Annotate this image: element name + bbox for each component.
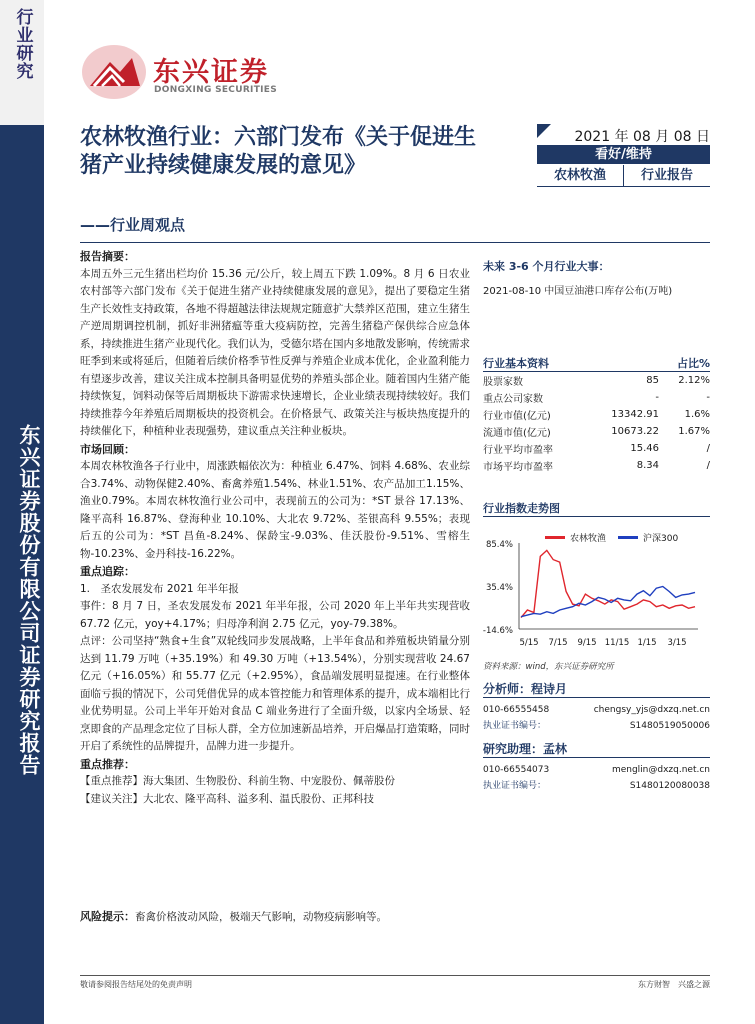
tag-industry: 农林牧渔: [553, 168, 606, 183]
tag-row: [537, 165, 710, 187]
stats-table: [483, 372, 710, 474]
table-row: [483, 457, 710, 474]
x-tick-label: 11/15: [604, 638, 630, 648]
title-divider: [80, 242, 710, 243]
stat-pct: 1.6%: [684, 409, 710, 420]
tracking-event: 事件：8 月 7 日，圣农发展发布 2021 年半年报，公司 2020 年上半年共实现营收 67.72 亿元，yoy+4.17%；归母净利润 2.75 亿元，yoy-79.38%。: [80, 600, 470, 630]
stats-heading: 行业基本资料: [483, 357, 549, 370]
analyst-2-license-row: [483, 778, 710, 794]
x-tick-label: 1/15: [637, 638, 657, 648]
stats-panel: [483, 355, 710, 474]
events-heading: 未来 3-6 个月行业大事：: [483, 260, 610, 273]
x-tick-label: 3/15: [667, 638, 687, 648]
analyst-1-license: S1480519050006: [629, 721, 710, 731]
tracking-heading: 重点追踪：: [80, 565, 135, 578]
table-row: [483, 389, 710, 406]
chart-source: 资料来源：wind，东兴证券研究所: [483, 662, 614, 672]
sidebar-category: 行业研究: [0, 0, 44, 125]
stat-label: 流通市值(亿元): [483, 428, 551, 439]
tracking-comment: 点评：公司坚持“熟食+生食”双轮线同步发展战略，上半年食品和养殖板块销量分别达到 11.79 万吨（+35.19%）和 49.30 万吨（+13.54%），分别实现营收 24.67 亿元（+16.05%）和 55.77 亿元（+2.95%），食品端发展明显提速。在行业整体面临亏损的情况下，公司凭借优异的成本管控能力和管理体系的提升，成本端相比行业优势明显。公司上半年开始对食品 C 端业务进行了全面升级，以家内全场景、轻烹即食的产品理念定位了目标人群，全方位加速新品培养，开启爆品打造策略，同时开启了系统性的品牌提升，品牌力进一步提升。: [80, 635, 470, 752]
stat-label: 行业平均市盈率: [483, 445, 553, 456]
footer-slogan: 东方财智 兴盛之源: [638, 980, 710, 989]
risk-note: [80, 908, 470, 924]
events-item: 2021-08-10 中国豆油港口库存公布(万吨): [483, 286, 673, 297]
market-text: 本周农林牧渔各子行业中，周涨跌幅依次为：种植业 6.47%、饲料 4.68%、农业综合3.74%、动物保健2.40%、畜禽养殖1.54%、林业1.51%、农产品加工1.15%、渔业0.79%。本周农林牧渔行业公司中，表现前五的公司为：*ST 景谷 17.13%、隆平高科 16.87%、登海种业 10.10%、大北农 9.72%、荃银高科 9.55%；表现后五的公司为：*ST 昌鱼-8.24%、保龄宝-9.03%、佳沃股份-9.51%、雪榕生物-10.23%、金丹科技-16.22%。: [80, 460, 470, 560]
logo-text-en: DONGXING SECURITIES: [154, 85, 278, 95]
left-sidebar: [0, 0, 44, 1024]
stats-header: [483, 355, 710, 371]
footer-divider: [80, 975, 710, 976]
analyst-2-license: S1480120080038: [629, 781, 710, 791]
analyst-2-contact: [483, 762, 710, 778]
stat-pct: /: [706, 460, 710, 471]
footer-disclaimer[interactable]: 敬请参阅报告结尾处的免责声明: [80, 980, 192, 989]
analyst-1-role: 分析师：: [483, 682, 532, 696]
legend-swatch-series-1: [545, 536, 565, 539]
table-row: [483, 406, 710, 423]
index-trend-chart: [483, 523, 710, 653]
stat-pct: /: [706, 443, 710, 454]
date-corner-icon: [537, 124, 551, 138]
analyst-1-phone: 010-66555458: [483, 705, 550, 715]
report-date: 2021 年 08 月 08 日: [574, 129, 710, 145]
analyst-2-role: 研究助理：: [483, 742, 544, 756]
analyst-1-license-row: [483, 718, 710, 734]
analyst-2-phone: 010-66554073: [483, 765, 550, 775]
analyst-1-contact: [483, 702, 710, 718]
stat-pct: 1.67%: [678, 426, 710, 437]
analyst-1-name: 程诗月: [531, 682, 568, 696]
analyst-1-email[interactable]: chengsy_yjs@dxzq.net.cn: [593, 705, 710, 715]
x-tick-label: 5/15: [519, 638, 539, 648]
y-tick-label: -14.6%: [483, 626, 513, 636]
analyst-2-license-label: 执业证书编号：: [483, 781, 547, 791]
analyst-2-email[interactable]: menglin@dxzq.net.cn: [611, 765, 710, 775]
stat-value: -: [655, 392, 659, 403]
stat-label: 市场平均市盈率: [483, 462, 553, 473]
legend-swatch-series-2: [618, 536, 638, 539]
rating-badge: 看好/维持: [537, 146, 710, 164]
stat-pct: -: [706, 392, 710, 403]
tracking-item-title: 1. 圣农发展发布 2021 年半年报: [80, 582, 239, 595]
analyst-2-header: [483, 740, 710, 757]
logo-text-cn: 东兴证券: [153, 57, 269, 88]
analyst-1-header: [483, 680, 710, 697]
risk-text: 畜禽价格波动风险，极端天气影响，动物疫病影响等。: [135, 911, 387, 923]
chart-panel: [483, 500, 710, 517]
summary-text: 本周五外三元生猪出栏均价 15.36 元/公斤，较上周五下跌 1.09%。8 月 6 日农业农村部等六部门发布《关于促进生猪产业持续健康发展的意见》，提出了要稳定生猪生产长效性支持政策，各地不得超越法律法规规定随意扩大禁养区范围，建立生猪生产逆周期调控机制，抓好非洲猪瘟等重大疫病防控，完善生猪稳产保供综合应急体系，持续推进生猪产业现代化。我们认为，受德尔塔在国内多地散发影响，传统需求旺季到来或将延后，但随着后续价格季节性反弹与养殖企业成本优化，企业盈利能力有望逐步改善，建议关注成本控制具备明显优势的养殖头部企业。随着国内生猪产能持续恢复，饲料动保等后周期板块下游需求快速增长，企业业绩表现持续较好。我们持续推荐今年养殖后周期板块的投资机会。在价格景气、政策关注与板块热度提升的持续催化下，种植种业表现强势，建议重点关注种业板块。: [80, 267, 470, 437]
report-subtitle: ——行业周观点: [80, 216, 186, 234]
analyst-2-divider: [483, 757, 710, 758]
analyst-1-license-label: 执业证书编号：: [483, 721, 547, 731]
y-tick-label: 85.4%: [485, 540, 513, 550]
y-tick-label: 35.4%: [485, 583, 513, 593]
summary-heading: 报告摘要：: [80, 250, 135, 263]
stat-value: 13342.91: [611, 409, 659, 420]
legend-label-series-1: 农林牧渔: [570, 534, 607, 544]
main-column: [80, 248, 470, 808]
recommend-heading: 重点推荐：: [80, 757, 135, 771]
chart-legend: [545, 532, 678, 544]
x-tick-label: 9/15: [577, 638, 597, 648]
stat-label: 股票家数: [483, 377, 523, 388]
tag-report-type: 行业报告: [623, 165, 710, 186]
recommend-line-1: 【重点推荐】海大集团、生物股份、科前生物、中宠股份、佩蒂股份: [80, 775, 395, 787]
stat-label: 行业市值(亿元): [483, 411, 551, 422]
stat-pct: 2.12%: [678, 375, 710, 386]
stat-value: 10673.22: [611, 426, 659, 437]
stat-label: 重点公司家数: [483, 394, 543, 405]
table-row: [483, 440, 710, 457]
stat-value: 15.46: [630, 443, 659, 454]
report-title: 农林牧渔行业：六部门发布《关于促进生猪产业持续健康发展的意见》: [80, 125, 477, 178]
chart-title: 行业指数走势图: [483, 502, 560, 515]
recommend-line-2: 【建议关注】大北农、隆平高科、溢多利、温氏股份、正邦科技: [80, 792, 374, 805]
stats-pct-heading: 占比%: [676, 357, 710, 370]
stat-value: 85: [646, 375, 659, 386]
chart-divider: [483, 516, 710, 517]
analyst-panel: [483, 680, 710, 794]
stat-value: 8.34: [636, 460, 659, 471]
table-row: [483, 423, 710, 440]
analyst-1-divider: [483, 697, 710, 698]
events-panel: [483, 258, 710, 297]
market-heading: 市场回顾：: [80, 442, 135, 456]
analyst-2-name: 孟林: [543, 742, 568, 756]
sidebar-company: 东兴证券股份有限公司证券研究报告: [0, 125, 44, 1024]
legend-label-series-2: 沪深300: [643, 534, 679, 544]
table-row: [483, 372, 710, 389]
x-tick-label: 7/15: [548, 638, 568, 648]
series-line-nonglin: [521, 550, 695, 617]
risk-label: 风险提示：: [80, 910, 135, 923]
